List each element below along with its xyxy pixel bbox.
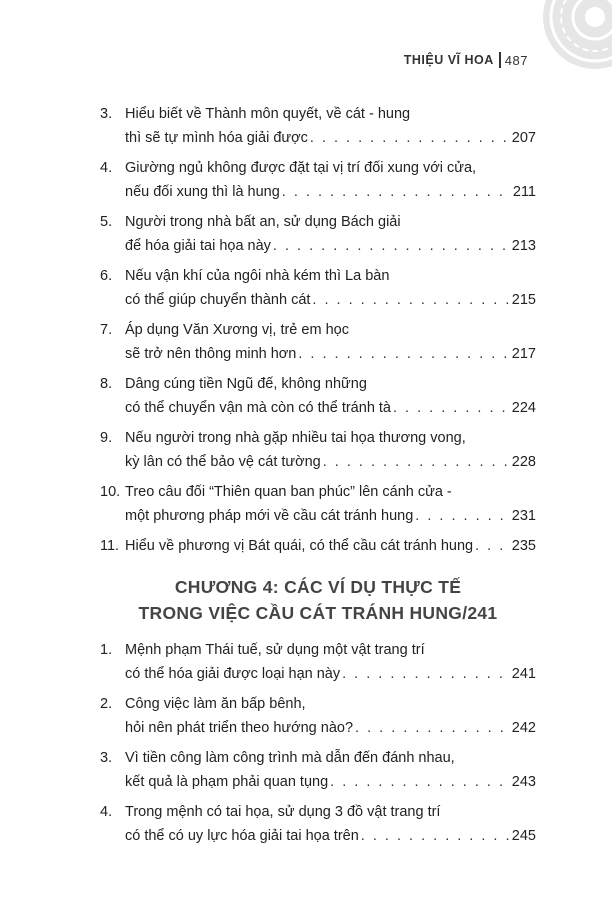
toc-entry-last-line xyxy=(125,450,536,474)
toc-entry xyxy=(100,426,536,474)
toc-entry-number: 10. xyxy=(100,484,121,500)
toc-entry-last-line xyxy=(125,716,536,740)
toc-entry-number: 4. xyxy=(100,160,113,176)
toc-entry-page: 228 xyxy=(511,454,536,470)
toc-entry-text: Treo câu đối “Thiên quan ban phúc” lên cánh cửa - xyxy=(125,484,452,500)
toc-entry xyxy=(100,692,536,740)
chapter-heading xyxy=(100,574,536,626)
toc-entry-last-line xyxy=(125,342,536,366)
toc-entry-last-line xyxy=(125,824,536,848)
dot-leader xyxy=(312,288,509,312)
toc-entry-number: 6. xyxy=(100,268,113,284)
toc-entry-text: Áp dụng Văn Xương vị, trẻ em học xyxy=(125,322,349,338)
toc-section-chapter-3 xyxy=(100,102,536,558)
toc-entry-text: Công việc làm ăn bấp bênh, xyxy=(125,696,306,712)
toc-entry-last-line xyxy=(125,234,536,258)
toc-entry xyxy=(100,102,536,150)
toc-entry-text: có thể có uy lực hóa giải tai họa trên xyxy=(125,828,359,844)
dot-leader xyxy=(310,126,510,150)
toc-entry-text: Người trong nhà bất an, sử dụng Bách giải xyxy=(125,214,401,230)
toc-entry-text: thì sẽ tự mình hóa giải được xyxy=(125,130,308,146)
chapter-heading-line-2: TRONG VIỆC CẦU CÁT TRÁNH HUNG/241 xyxy=(138,603,498,623)
toc-entry-text: Dâng cúng tiền Ngũ đế, không những xyxy=(125,376,367,392)
toc-entry xyxy=(100,156,536,204)
running-header xyxy=(404,52,528,68)
page-number: 487 xyxy=(504,52,528,68)
toc-entry-text: Hiểu biết về Thành môn quyết, về cát - hung xyxy=(125,106,411,122)
toc-entry-last-line xyxy=(125,288,536,312)
toc-entry xyxy=(100,746,536,794)
toc-entry-page: 242 xyxy=(511,720,536,736)
header-divider xyxy=(499,52,501,68)
toc-entry xyxy=(100,318,536,366)
toc-entry-text: kỳ lân có thể bảo vệ cát tường xyxy=(125,454,321,470)
toc-entry-text: hỏi nên phát triển theo hướng nào? xyxy=(125,720,354,736)
toc-entry-page: 224 xyxy=(511,400,536,416)
toc-entry-page: 235 xyxy=(511,538,536,554)
toc-entry-text: sẽ trở nên thông minh hơn xyxy=(125,346,297,362)
toc-entry-text: để hóa giải tai họa này xyxy=(125,238,271,254)
toc-entry-text: có thể chuyển vận mà còn có thể tránh tà xyxy=(125,400,391,416)
toc-entry xyxy=(100,534,536,558)
toc-entry-number: 8. xyxy=(100,376,113,392)
toc-entry-number: 3. xyxy=(100,750,113,766)
toc-entry-number: 11. xyxy=(100,538,120,554)
toc-entry-text: Trong mệnh có tai họa, sử dụng 3 đồ vật trang trí xyxy=(125,804,441,820)
toc-entry-number: 9. xyxy=(100,430,113,446)
toc-entry-page: 241 xyxy=(511,666,536,682)
toc-entry-last-line xyxy=(125,396,536,420)
toc-entry-page: 215 xyxy=(511,292,536,308)
toc-entry-page: 217 xyxy=(511,346,536,362)
toc-entry-text: Hiểu về phương vị Bát quái, có thể cầu cát tránh hung xyxy=(125,538,474,554)
dot-leader xyxy=(475,534,510,558)
toc-entry-last-line xyxy=(125,180,536,204)
toc-entry-text: Mệnh phạm Thái tuế, sử dụng một vật trang trí xyxy=(125,642,425,658)
book-title: THIỆU VĨ HOA xyxy=(403,53,494,67)
toc-entry-text: kết quả là phạm phải quan tụng xyxy=(125,774,329,790)
dot-leader xyxy=(330,770,510,794)
dot-leader xyxy=(355,716,510,740)
toc-entry-text: có thể giúp chuyển thành cát xyxy=(125,292,311,308)
dot-leader xyxy=(415,504,510,528)
toc-entry-last-line xyxy=(125,662,536,686)
toc-entry-page: 207 xyxy=(511,130,536,146)
toc-entry-page: 211 xyxy=(512,184,536,200)
toc-entry-page: 213 xyxy=(511,238,536,254)
dot-leader xyxy=(393,396,510,420)
dot-leader xyxy=(361,824,510,848)
toc-entry-number: 2. xyxy=(100,696,113,712)
dot-leader xyxy=(273,234,510,258)
decorative-seal-icon xyxy=(540,0,612,72)
chapter-heading-line-1: CHƯƠNG 4: CÁC VÍ DỤ THỰC TẾ xyxy=(174,577,462,597)
toc-section-chapter-4 xyxy=(100,638,536,848)
toc-entry-number: 1. xyxy=(100,642,113,658)
toc-entry-number: 4. xyxy=(100,804,113,820)
toc-entry-number: 7. xyxy=(100,322,113,338)
dot-leader xyxy=(298,342,509,366)
toc-entry-last-line xyxy=(125,770,536,794)
table-of-contents xyxy=(100,102,536,854)
toc-entry xyxy=(100,264,536,312)
toc-entry-text: một phương pháp mới về cầu cát tránh hung xyxy=(125,508,414,524)
toc-entry-last-line xyxy=(125,126,536,150)
toc-entry-text: Vì tiền công làm công trình mà dẫn đến đánh nhau, xyxy=(125,750,455,766)
toc-entry xyxy=(100,800,536,848)
toc-entry-page: 243 xyxy=(511,774,536,790)
toc-entry xyxy=(100,372,536,420)
toc-entry-number: 5. xyxy=(100,214,113,230)
dot-leader xyxy=(342,662,510,686)
dot-leader xyxy=(282,180,511,204)
toc-entry xyxy=(100,638,536,686)
toc-entry xyxy=(100,210,536,258)
toc-entry-last-line xyxy=(125,534,536,558)
toc-entry xyxy=(100,480,536,528)
toc-entry-number: 3. xyxy=(100,106,113,122)
toc-entry-last-line xyxy=(125,504,536,528)
toc-entry-text: Nếu người trong nhà gặp nhiều tai họa thương vong, xyxy=(125,430,466,446)
dot-leader xyxy=(323,450,510,474)
toc-entry-text: nếu đối xung thì là hung xyxy=(125,184,280,200)
toc-entry-text: Nếu vận khí của ngôi nhà kém thì La bàn xyxy=(125,268,390,284)
toc-entry-text: có thể hóa giải được loại hạn này xyxy=(125,666,341,682)
toc-entry-text: Giường ngủ không được đặt tại vị trí đối xung với cửa, xyxy=(125,160,477,176)
toc-entry-page: 231 xyxy=(511,508,536,524)
toc-entry-page: 245 xyxy=(511,828,536,844)
